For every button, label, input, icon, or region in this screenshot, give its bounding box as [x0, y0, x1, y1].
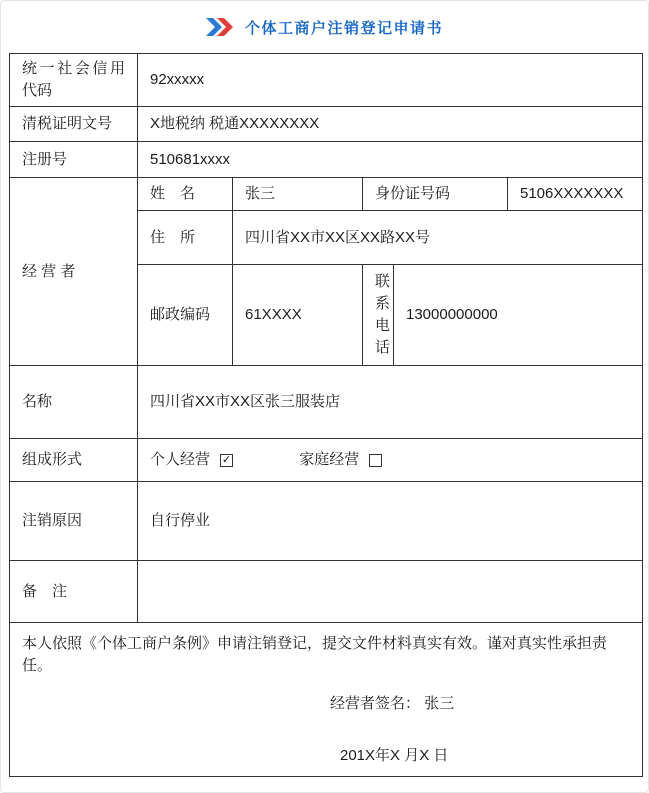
option-family-label: 家庭经营 — [299, 451, 360, 468]
tax-doc-value: X地税纳 税通XXXXXXXX — [138, 107, 643, 142]
row-composition — [10, 439, 643, 482]
operator-postcode-value: 61XXXX — [233, 265, 363, 366]
reg-no-value: 510681xxxx — [138, 142, 643, 178]
credit-code-label: 统一社会信用代码 — [10, 54, 138, 107]
application-form-table — [9, 53, 643, 777]
remarks-value — [138, 561, 643, 623]
row-reg-no — [10, 142, 643, 178]
operator-name-value: 张三 — [233, 178, 363, 211]
cancel-reason-value: 自行停业 — [138, 482, 643, 561]
row-operator-name — [10, 178, 643, 211]
page-title: 个体工商户注销登记申请书 — [244, 19, 443, 37]
shop-name-label: 名称 — [10, 366, 138, 439]
operator-name-label: 姓 名 — [138, 178, 233, 211]
remarks-label: 备 注 — [10, 561, 138, 623]
signature-value: 张三 — [424, 694, 455, 712]
composition-options — [138, 439, 643, 482]
reg-no-label: 注册号 — [10, 142, 138, 178]
operator-label: 经 营 者 — [10, 178, 138, 366]
row-credit-code — [10, 54, 643, 107]
declaration-text: 本人依照《个体工商户条例》申请注销登记，提交文件材料真实有效。谨对真实性承担责任。 — [22, 634, 608, 674]
date-line: 201X年X 月X 日 — [340, 746, 449, 764]
operator-address-label: 住 所 — [138, 211, 233, 265]
credit-code-value: 92xxxxx — [138, 54, 643, 107]
row-shop-name — [10, 366, 643, 439]
operator-postcode-label: 邮政编码 — [138, 265, 233, 366]
shop-name-value: 四川省XX市XX区张三服装店 — [138, 366, 643, 439]
declaration-cell — [10, 623, 643, 777]
option-individual — [150, 449, 233, 471]
operator-id-label: 身份证号码 — [363, 178, 508, 211]
option-individual-label: 个人经营 — [150, 451, 211, 468]
operator-id-value: 5106XXXXXXX — [508, 178, 643, 211]
signature-line — [330, 693, 630, 715]
tax-doc-label: 清税证明文号 — [10, 107, 138, 142]
row-tax-doc — [10, 107, 643, 142]
operator-phone-value: 13000000000 — [394, 265, 643, 366]
row-remarks — [10, 561, 643, 623]
operator-address-value: 四川省XX市XX区XX路XX号 — [233, 211, 643, 265]
operator-phone-label: 联系电话 — [363, 265, 394, 366]
composition-label: 组成形式 — [10, 439, 138, 482]
cancel-reason-label: 注销原因 — [10, 482, 138, 561]
checkbox-family-icon[interactable] — [369, 454, 382, 467]
checkbox-individual-icon[interactable]: ✓ — [221, 453, 232, 466]
double-chevron-icon — [206, 18, 236, 36]
signature-label: 经营者签名： — [330, 694, 421, 712]
row-declaration — [10, 623, 643, 777]
page-header — [1, 1, 648, 53]
row-cancel-reason — [10, 482, 643, 561]
option-family — [299, 449, 382, 471]
